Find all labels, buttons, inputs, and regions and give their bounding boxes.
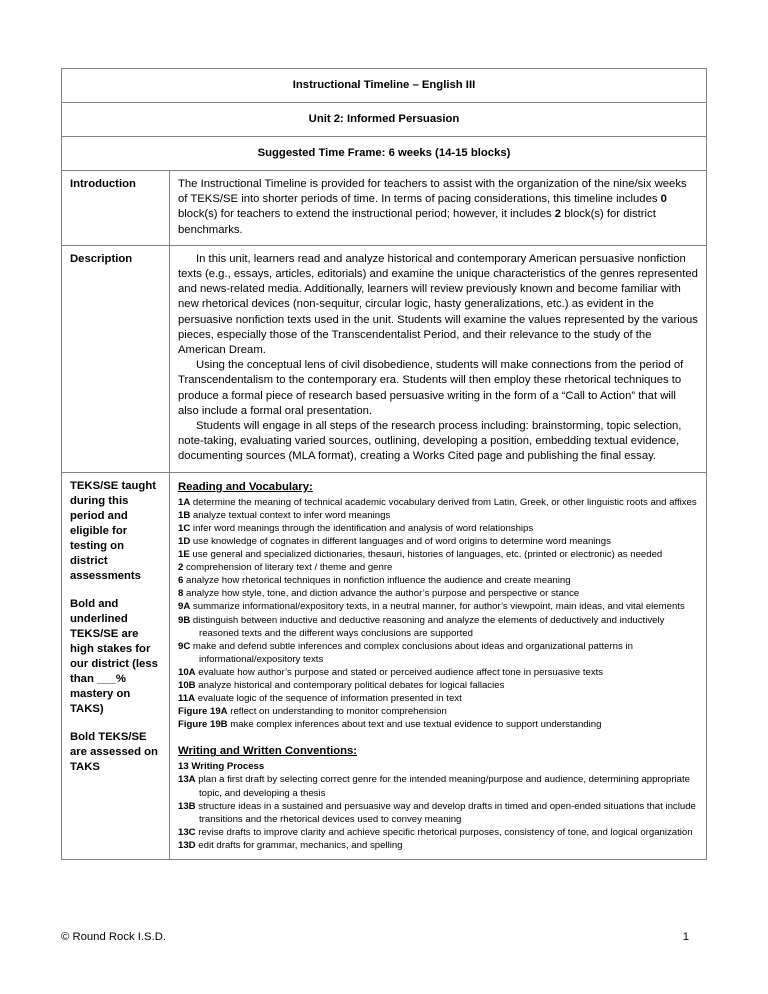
teks-item-code: 13A [178,774,196,786]
teks-item-text: determine the meaning of technical academic vocabulary derived from Latin, Greek, or other linguistic roots and affixes [190,496,697,508]
intro-text-2: block(s) for teachers to extend the instructional period; however, it includes [178,208,555,221]
description-body [170,245,707,472]
teks-item [178,692,698,705]
teks-items-writing [178,760,698,852]
table-row-title-2 [62,103,707,137]
intro-text-3: block(s) for district benchmarks. [178,208,656,236]
teks-item-code: 10A [178,666,196,678]
teks-item [178,640,698,666]
intro-extend-blocks: 0 [660,193,667,206]
teks-item [178,839,698,852]
teks-item-text: make complex inferences about text and use textual evidence to support understanding [227,719,602,731]
teks-item-code: 13B [178,800,196,812]
teks-item-code: 9B [178,614,191,626]
teks-item-text: comprehension of literary text / theme and genre [183,562,393,574]
teks-item [178,600,698,613]
teks-item-code: 1D [178,535,191,547]
page-footer [61,930,707,945]
teks-list [170,472,707,859]
teks-label [62,472,170,859]
table-row-title-3 [62,137,707,171]
teks-item-code: Figure 19A [178,706,228,718]
teks-item-code: 8 [178,588,184,600]
teks-item-code: 10B [178,679,196,691]
teks-item-code: 1A [178,496,191,508]
teks-item [178,509,698,522]
document-title: Instructional Timeline – English III [62,69,707,103]
footer-page-number: 1 [682,931,689,943]
teks-item [178,535,698,548]
teks-section-reading [178,480,698,732]
introduction-body [170,171,707,246]
teks-item-text: evaluate how author’s purpose and stated or perceived audience affect tone in persuasive texts [195,666,604,678]
teks-label-block-3: Bold TEKS/SE are assessed on TAKS [70,730,158,773]
teks-item [178,760,698,773]
teks-item [178,587,698,600]
teks-item [178,705,698,718]
teks-item-text: analyze how style, tone, and diction advance the author’s purpose and perspective or stance [183,588,580,600]
teks-item-code: Figure 19B [178,719,228,731]
table-row-title-1 [62,69,707,103]
teks-item-code: 11A [178,693,196,705]
teks-item [178,548,698,561]
teks-item [178,496,698,509]
unit-title: Unit 2: Informed Persuasion [62,103,707,137]
teks-item-text: reflect on understanding to monitor comprehension [227,706,447,718]
teks-item-code: 6 [178,575,184,587]
teks-item-code: 1C [178,522,191,534]
teks-item [178,614,698,640]
description-paragraph-3: Students will engage in all steps of the research process including: brainstorming, topic selection, note-taking, evaluating varied sources, outlining, developing a position, embedding textual evidence, documenting sources (MLA format), creating a Works Cited page and publishing the final essay. [178,420,682,463]
description-label: Description [62,245,170,472]
teks-item-text: infer word meanings through the identification and analysis of word relationships [190,522,534,534]
teks-item [178,522,698,535]
teks-item [178,773,698,799]
teks-item-text: plan a first draft by selecting correct genre for the intended meaning/purpose and audience, determining appropriate topic, and developing a thesis [195,774,690,799]
table-row-introduction [62,171,707,246]
teks-item-code: 13 Writing Process [178,761,265,773]
teks-item-text: summarize informational/expository texts, in a neutral manner, for author’s viewpoint, main ideas, and vital elements [190,601,685,613]
description-paragraph-2: Using the conceptual lens of civil disobedience, students will make connections from the period of Transcendentalism to the contemporary era. Students will then employ these rhetorical techniques to produce a formal piece of research based persuasive writing in the form of a “Call to Action” that will also include a formal oral presentation. [178,359,684,417]
teks-item-text: evaluate logic of the sequence of information presented in text [195,693,462,705]
introduction-label: Introduction [62,171,170,246]
teks-item-text: make and defend subtle inferences and complex conclusions about ideas and organizational patterns in informational/expository texts [190,640,633,665]
teks-item-text: use knowledge of cognates in different languages and of word origins to determine word meanings [190,535,611,547]
teks-item [178,826,698,839]
teks-item-code: 13D [178,839,196,851]
teks-item-text: analyze historical and contemporary political debates for logical fallacies [195,679,505,691]
teks-item-code: 2 [178,562,184,574]
teks-item-text: distinguish between inductive and deductive reasoning and analyze the elements of deductively and inductively reasoned texts and the different ways conclusions are supported [190,614,665,639]
teks-item-code: 9A [178,601,191,613]
teks-item [178,679,698,692]
intro-text-1: The Instructional Timeline is provided for teachers to assist with the organization of the nine/six weeks of TEKS/SE into shorter periods of time. In terms of pacing considerations, this timeline includes [178,178,687,206]
teks-item-text: use general and specialized dictionaries, thesauri, histories of languages, etc. (printed or electronic) as needed [189,549,663,561]
teks-section-writing [178,744,698,852]
teks-item-code: 13C [178,826,196,838]
teks-item-code: 1B [178,509,191,521]
teks-items-reading [178,496,698,732]
teks-item [178,574,698,587]
instructional-timeline-table [61,68,707,860]
table-row-teks [62,472,707,859]
teks-item [178,561,698,574]
teks-item-text: structure ideas in a sustained and persuasive way and develop drafts in timed and open-ended situations that include transitions and the rhetorical devices used to convey meaning [195,800,696,825]
table-row-description [62,245,707,472]
teks-label-block-1: TEKS/SE taught during this period and eligible for testing on district assessments [70,479,156,582]
teks-label-block-2: Bold and underlined TEKS/SE are high stakes for our district (less than ___% mastery on TAKS) [70,597,158,715]
description-paragraph-1: In this unit, learners read and analyze historical and contemporary American persuasive nonfiction texts (e.g., essays, articles, editorials) and examine the unique characteristics of the genres represented and news-related media. Additionally, learners will review previously known and become familiar with new rhetorical devices (non-sequitur, circular logic, hasty generalizations, etc.) as evident in the persuasive nonfiction texts used in the unit. Students will examine the values represented by the various pieces, especially those of the Transcendentalist Period, and their relevance to the study of the American Dream. [178,252,698,357]
teks-item [178,800,698,826]
footer-copyright: © Round Rock I.S.D. [61,931,167,943]
teks-section-heading-writing: Writing and Written Conventions: [178,745,358,758]
teks-item-text: edit drafts for grammar, mechanics, and spelling [195,839,403,851]
intro-benchmark-blocks: 2 [554,208,562,221]
teks-item [178,666,698,679]
teks-item-text: revise drafts to improve clarity and achieve specific rhetorical purposes, consistency of tone, and logical organization [195,826,693,838]
time-frame: Suggested Time Frame: 6 weeks (14-15 blocks) [62,137,707,171]
teks-item-code: 9C [178,640,191,652]
teks-item-text: analyze textual context to infer word meanings [190,509,391,521]
teks-item-text: analyze how rhetorical techniques in nonfiction influence the audience and create meaning [183,575,571,587]
teks-item-code: 1E [178,549,190,561]
teks-item [178,718,698,731]
teks-section-heading-reading: Reading and Vocabulary: [178,480,313,493]
introduction-paragraph [178,177,698,238]
